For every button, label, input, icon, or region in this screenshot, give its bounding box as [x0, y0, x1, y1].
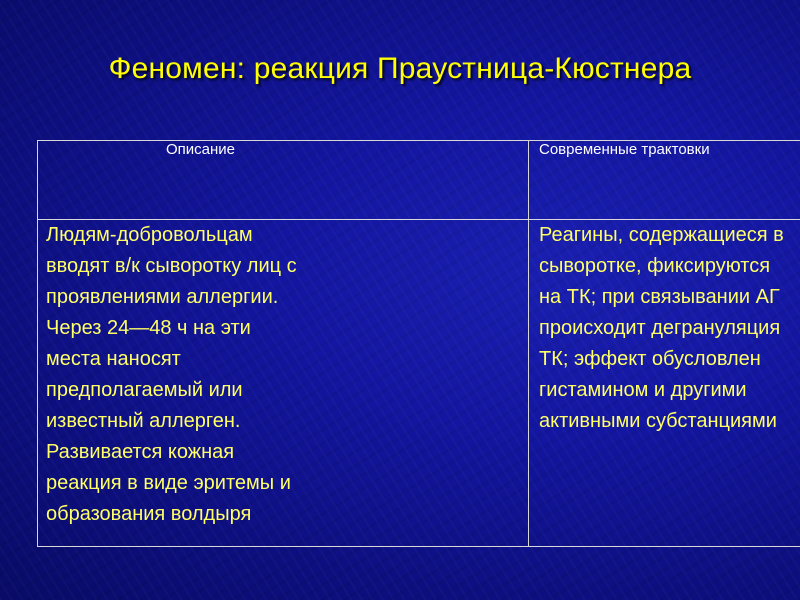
- modern-line: активными субстанциями: [539, 410, 777, 432]
- header-modern-interpretations: Современные трактовки: [529, 141, 800, 220]
- description-line: реакция в виде эритемы и: [46, 472, 291, 494]
- phenomenon-table: [37, 140, 800, 547]
- modern-line: происходит дегрануляция: [539, 317, 781, 339]
- description-line: Людям-добровольцам: [46, 224, 253, 246]
- modern-interpretation-cell: [529, 220, 800, 547]
- description-line: предполагаемый или: [46, 379, 243, 401]
- description-line: проявлениями аллергии.: [46, 286, 279, 308]
- description-cell: [38, 220, 529, 547]
- description-line: образования волдыря: [46, 503, 252, 525]
- modern-line: ТК; эффект обусловлен: [539, 348, 761, 370]
- modern-line: на ТК; при связывании АГ: [539, 286, 780, 308]
- modern-line: сыворотке, фиксируются: [539, 255, 771, 277]
- header-description: Описание: [38, 141, 529, 220]
- table-body-row: [38, 220, 800, 547]
- table-header-row: [38, 141, 800, 220]
- description-line: Развивается кожная: [46, 441, 235, 463]
- slide-title: Феномен: реакция Праустница-Кюстнера: [108, 52, 692, 85]
- description-line: вводят в/к сыворотку лиц с: [46, 255, 297, 277]
- description-line: Через 24—48 ч на эти: [46, 317, 251, 339]
- description-line: места наносят: [46, 348, 181, 370]
- modern-line: гистамином и другими: [539, 379, 747, 401]
- modern-line: Реагины, содержащиеся в: [539, 224, 784, 246]
- description-line: известный аллерген.: [46, 410, 241, 432]
